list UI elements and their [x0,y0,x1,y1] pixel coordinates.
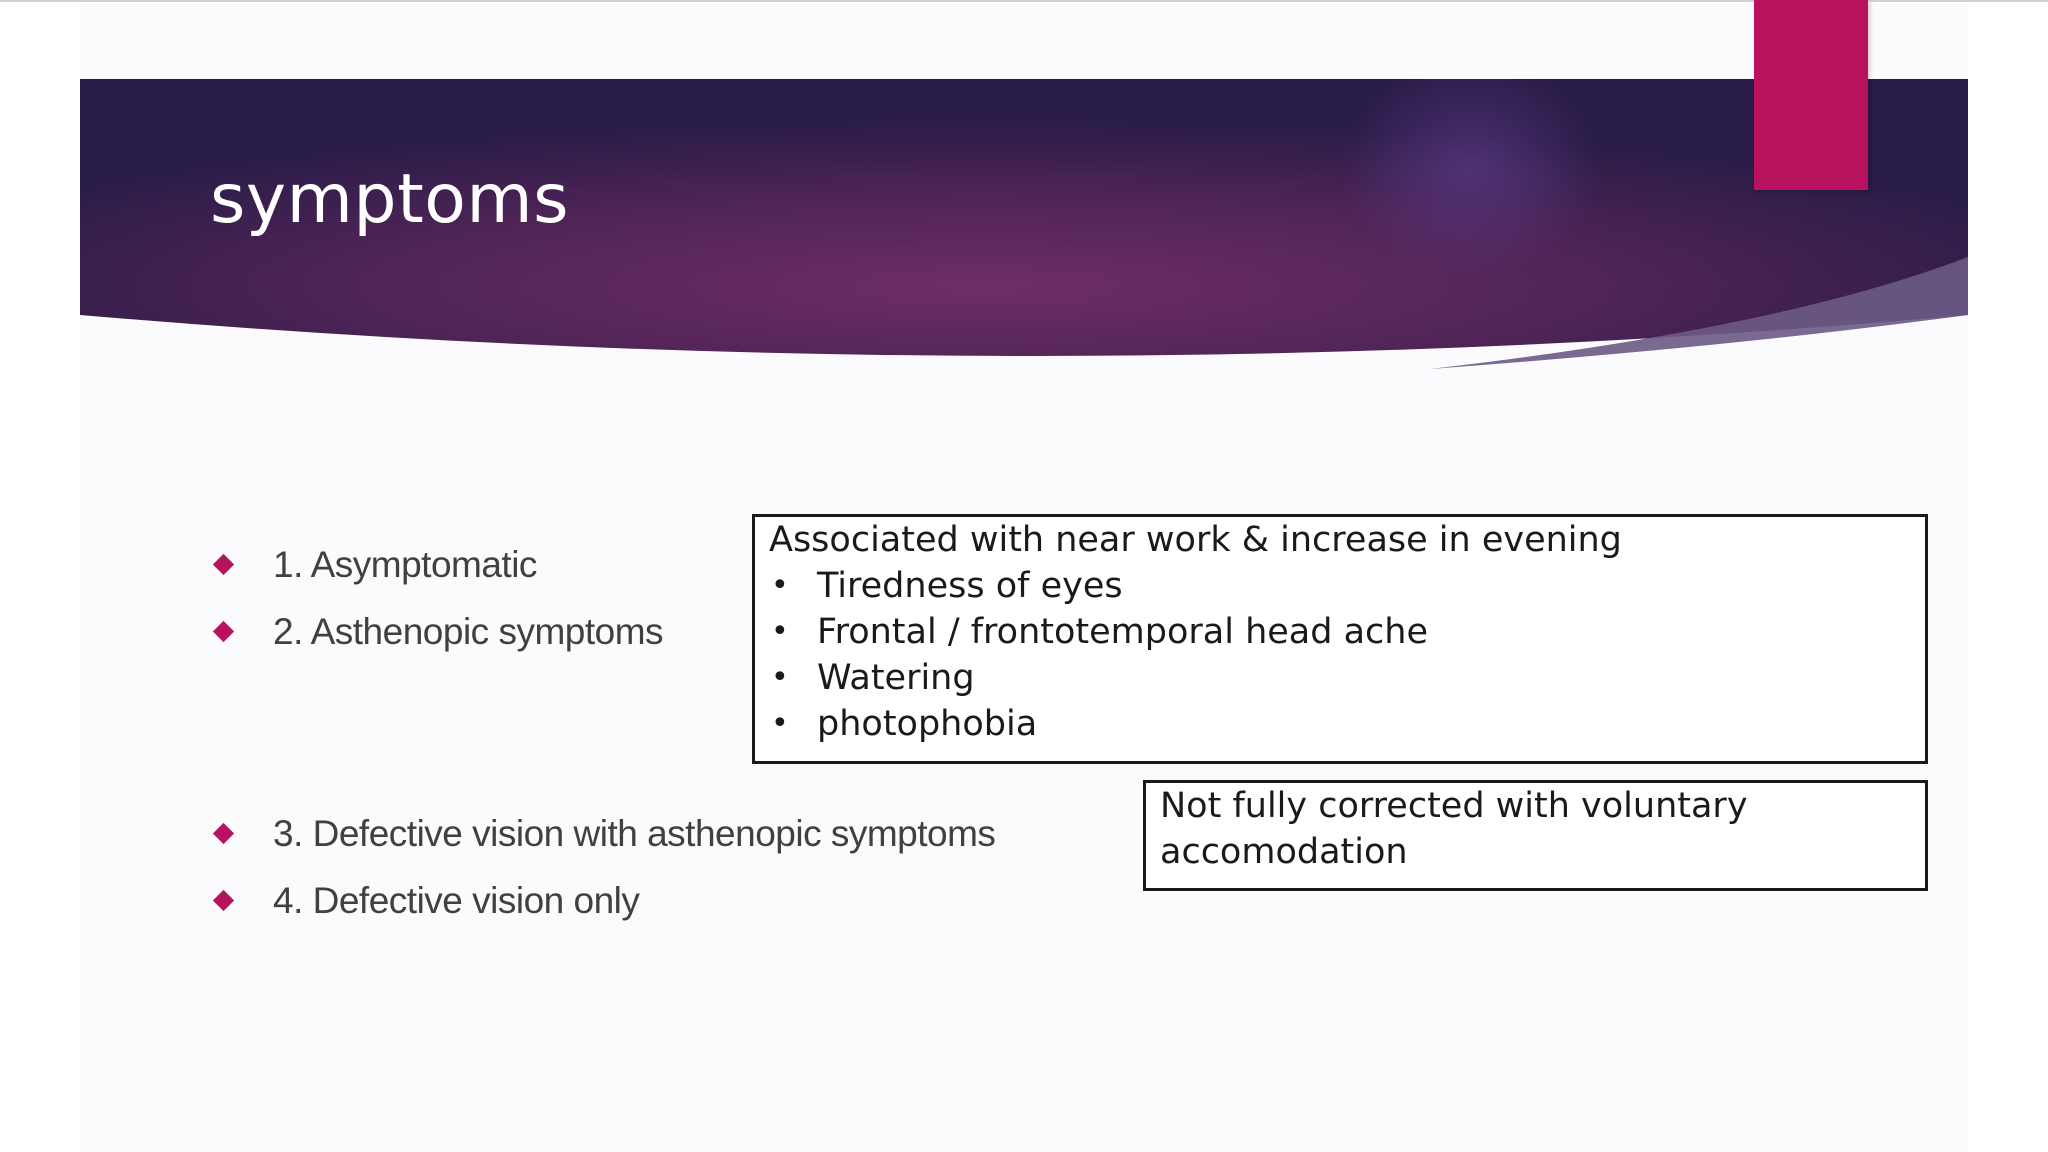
bullet-text: 1. Asymptomatic [273,543,537,585]
box-list-item [769,701,1911,747]
accent-tab [1754,0,1868,190]
box-heading: Associated with near work & increase in evening [769,520,1622,560]
diamond-bullet-icon [213,554,234,575]
box-list-item [769,563,1911,609]
bullet-dot-icon: • [771,614,789,649]
left-gutter [0,2,80,1152]
bullet-item [210,531,663,598]
diamond-bullet-icon [213,621,234,642]
box-list-item-text: Frontal / frontotemporal head ache [817,612,1428,652]
diamond-bullet-icon [213,890,234,911]
bullet-text: 4. Defective vision only [273,879,640,921]
bullet-item [210,867,995,934]
bullet-dot-icon: • [771,660,789,695]
bullet-list-bottom [210,800,995,934]
bullet-dot-icon: • [771,568,789,603]
bullet-item [210,800,995,867]
bullet-text: 3. Defective vision with asthenopic symptoms [273,812,996,854]
bullet-text: 2. Asthenopic symptoms [273,610,664,652]
note-text: Not fully corrected with voluntary accomodation [1160,786,1748,872]
box-list-item-text: photophobia [817,704,1038,744]
bullet-dot-icon: • [771,706,789,741]
asthenopic-details-box [752,514,1928,764]
bullet-item [210,598,663,665]
box-list-item-text: Watering [817,658,975,698]
slide-title: symptoms [210,160,570,239]
bullet-list-top [210,531,663,665]
box-list-item-text: Tiredness of eyes [817,566,1123,606]
defective-vision-note-box [1143,780,1928,891]
diamond-bullet-icon [213,823,234,844]
box-list-item [769,609,1911,655]
box-list-item [769,655,1911,701]
